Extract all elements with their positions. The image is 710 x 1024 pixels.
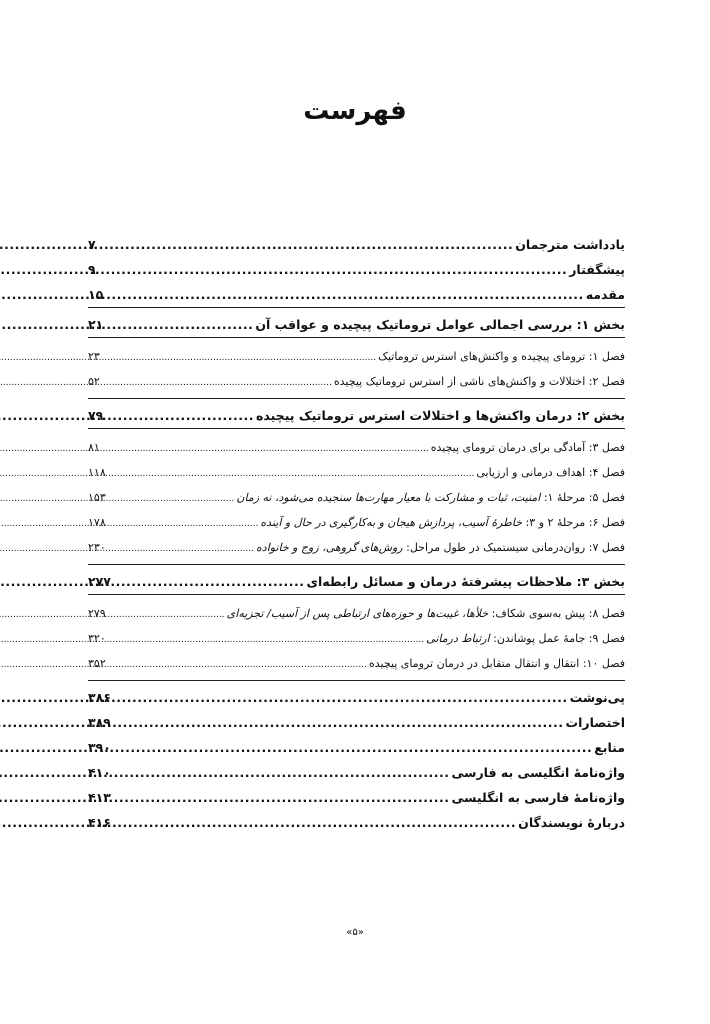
toc-entry-page: ۱۵۳ [88,491,106,504]
toc-chapter-9[interactable] [88,626,625,651]
toc-entry-page: ۹ [88,262,96,277]
dot-leader [113,735,592,760]
dot-leader [98,257,568,282]
dot-leader [113,685,568,710]
toc-entry-label: پی‌نوشت [569,690,625,705]
toc-entry-page: ۳۲۰ [88,632,106,645]
toc-entry-introduction[interactable] [88,282,625,307]
dot-leader [108,603,225,628]
toc-chapter-8[interactable] [88,601,625,626]
page-title: فهرست [303,96,407,126]
toc-entry-page: ۵۲ [88,375,100,388]
dot-leader [105,403,254,428]
toc-chapter-1[interactable] [88,344,625,369]
toc-entry-page: ۱۱۸ [88,466,106,479]
toc-entry-label: منابع [594,740,625,755]
toc-entry-page: ۱۷۸ [88,516,106,529]
toc-entry-label: واژه‌نامهٔ فارسی به انگلیسی [451,790,625,805]
toc-part-heading-3[interactable] [88,569,625,594]
dot-leader [113,710,564,735]
toc-entry-page: ۷ [88,237,96,252]
dot-leader [108,487,235,512]
toc-entry-label: فصل ۱۰: انتقال و انتقال متقابل در درمان ترومای پیچیده [368,657,625,670]
toc-entry-label: اختصارات [565,715,625,730]
toc-chapter-10[interactable] [88,651,625,676]
toc-entry-label: فصل ۲: اختلالات و واکنش‌های ناشی از استرس تروماتیک پیچیده [333,375,625,388]
dot-leader [108,462,475,487]
dot-leader [113,810,516,835]
toc-part-heading-2[interactable] [88,403,625,428]
toc-entry-label: فصل ۱: ترومای پیچیده و واکنش‌های استرس تروماتیک [378,350,625,363]
toc-entry-label: پیشگفتار [569,262,625,277]
dot-leader [98,232,514,257]
toc-entry-label: بخش ۳: ملاحظات پیشرفتهٔ درمان و مسائل رابطه‌ای [306,574,625,589]
toc-entry-label: فصل ۹: جامهٔ عمل پوشاندن: ارتباط درمانی [426,632,625,645]
toc-entry-label: فصل ۴: اهداف درمانی و ارزیابی [476,466,625,479]
toc-entry-about-authors[interactable] [88,810,625,835]
toc-chapter-3[interactable] [88,435,625,460]
toc-entry-page: ۲۷۷ [88,574,111,589]
toc-chapter-2[interactable] [88,369,625,394]
toc-entry-page: ۱۵ [88,287,104,302]
toc-entry-label: فصل ۸: پیش به‌سوی شکاف: خلأها، غیبت‌ها و حوزه‌های ارتباطی پس از آسیب/ تجزیه‌ای [226,607,625,620]
toc-entry-label: واژه‌نامهٔ انگلیسی به فارسی [451,765,625,780]
dot-leader [102,437,429,462]
toc-chapter-7[interactable] [88,535,625,560]
toc-entry-label: فصل ۶: مرحلهٔ ۲ و ۳: خاطرهٔ آسیب، پردازش هیجان و به‌کارگیری در حال و آینده [260,516,625,529]
dot-leader [108,512,259,537]
toc-entry-page: ۳۸۹ [88,715,111,730]
toc-entry-translators-note[interactable] [88,232,625,257]
toc-part-heading-1[interactable] [88,312,625,337]
dot-leader [108,628,424,653]
toc-entry-page: ۲۳۰ [88,541,106,554]
toc-entry-page: ۴۱۰ [88,765,111,780]
toc-entry-abbreviations[interactable] [88,710,625,735]
toc-entry-page: ۳۸۶ [88,690,111,705]
toc-entry-page: ۲۳ [88,350,100,363]
toc-entry-page: ۳۵۲ [88,657,106,670]
toc-entry-references[interactable] [88,735,625,760]
toc-entry-label: بخش ۲: درمان واکنش‌ها و اختلالات استرس تروماتیک پیچیده [255,408,625,423]
dot-leader [113,569,305,594]
toc-entry-label: یادداشت مترجمان [515,237,625,252]
toc-chapter-5[interactable] [88,485,625,510]
table-of-contents [88,232,625,835]
dot-leader [113,760,450,785]
dot-leader [108,537,254,562]
dot-leader [108,653,367,678]
page-number: «۵» [346,927,364,938]
dot-leader [102,346,376,371]
toc-entry-label: دربارهٔ نویسندگان [518,815,625,830]
toc-entry-page: ۴۱۶ [88,815,111,830]
toc-chapter-6[interactable] [88,510,625,535]
toc-entry-glossary-fa-en[interactable] [88,785,625,810]
toc-entry-label: مقدمه [585,287,625,302]
toc-entry-label: فصل ۳: آمادگی برای درمان ترومای پیچیده [430,441,625,454]
toc-entry-page: ۳۹۰ [88,740,111,755]
toc-entry-page: ۴۱۳ [88,790,111,805]
dot-leader [105,282,583,307]
toc-entry-glossary-en-fa[interactable] [88,760,625,785]
toc-entry-page: ۸۱ [88,441,100,454]
toc-entry-afterword[interactable] [88,685,625,710]
toc-entry-foreword[interactable] [88,257,625,282]
toc-entry-page: ۲۷۹ [88,607,106,620]
toc-entry-label: فصل ۷: روان‌درمانی سیستمیک در طول مراحل: روش‌های گروهی، زوج و خانواده [256,541,625,554]
toc-chapter-4[interactable] [88,460,625,485]
toc-entry-page: ۷۹ [88,408,104,423]
dot-leader [113,785,450,810]
toc-entry-label: فصل ۵: مرحلهٔ ۱: امنیت، ثبات و مشارکت با معیار مهارت‌ها سنجیده می‌شود، نه زمان [236,491,625,504]
toc-entry-page: ۲۱ [88,317,104,332]
toc-entry-label: بخش ۱: بررسی اجمالی عوامل تروماتیک پیچیده و عواقب آن [255,317,625,332]
dot-leader [105,312,253,337]
dot-leader [102,371,332,396]
